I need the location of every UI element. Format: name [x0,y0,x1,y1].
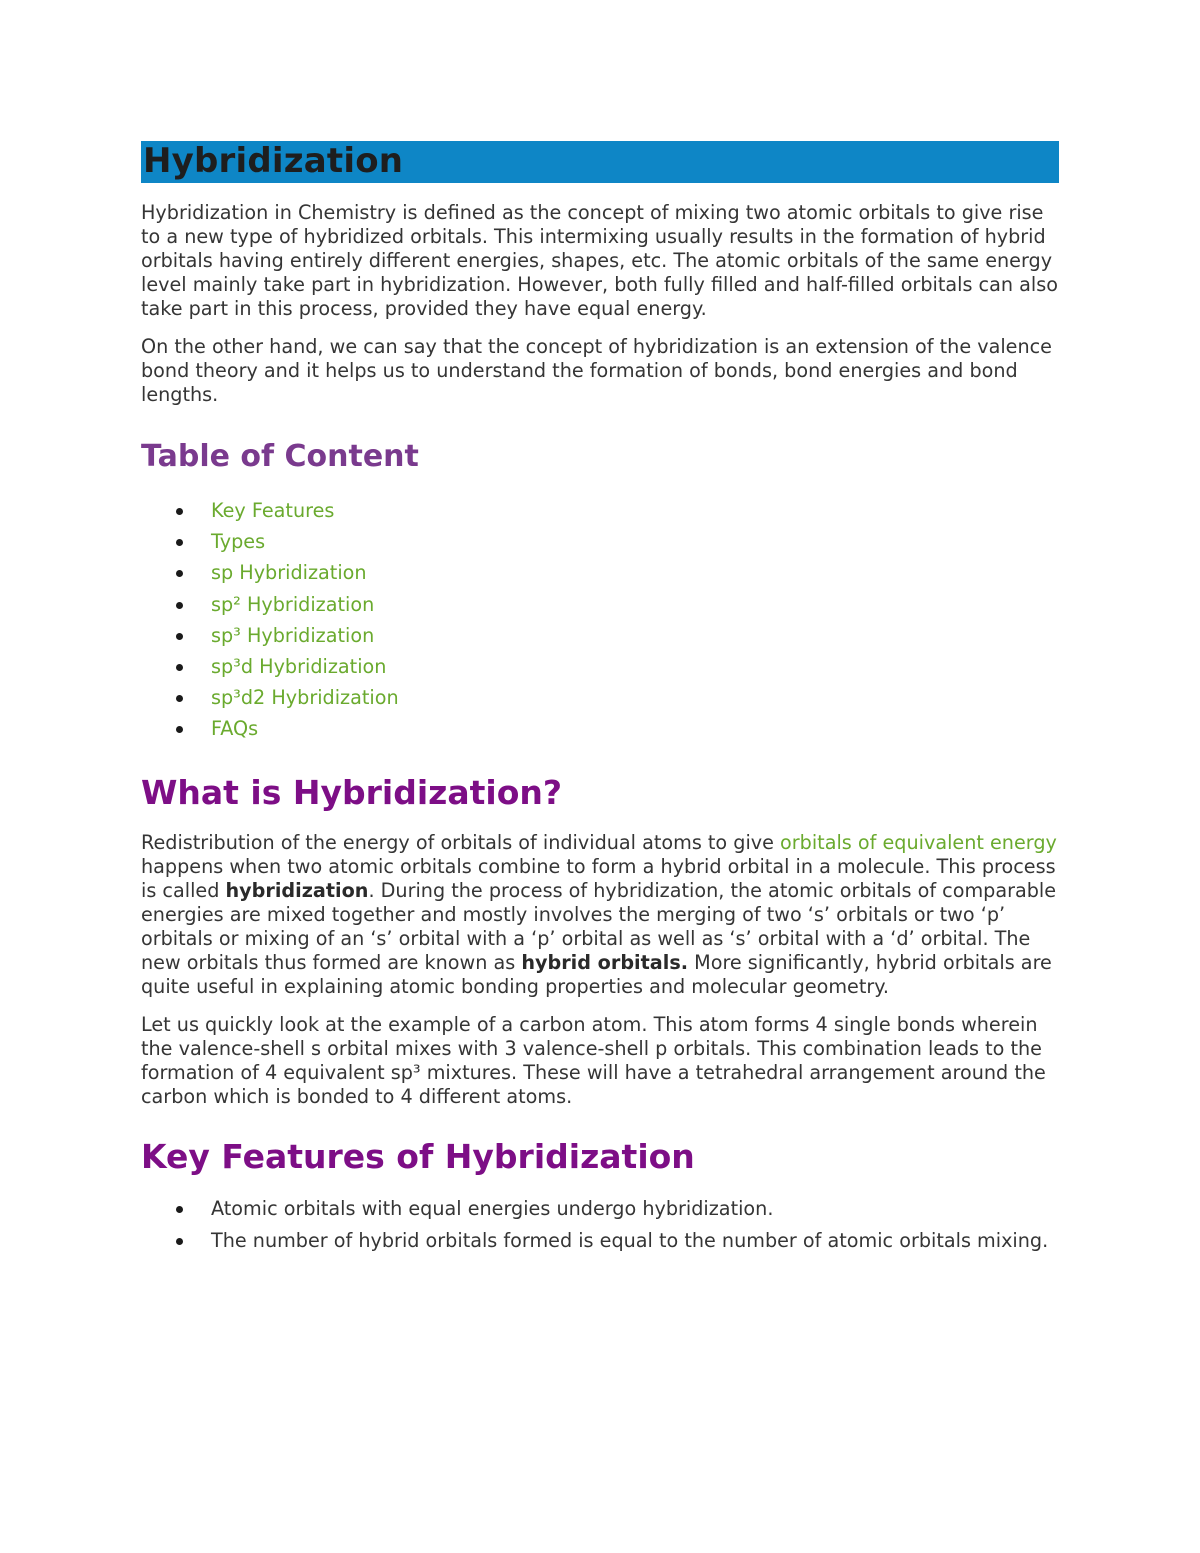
bullet-icon [176,508,183,515]
intro-paragraph-2: On the other hand, we can say that the concept of hybridization is an extension of the valence bond theory and it helps us to understand the formation of bonds, bond energies and bond lengths. [141,335,1052,406]
text-run: Redistribution of the energy of orbitals of individual atoms to give [141,830,781,854]
bullet-icon [176,570,183,577]
toc-link[interactable]: sp² Hybridization [211,592,375,616]
toc-list [141,495,1059,745]
list-item-text: Atomic orbitals with equal energies undergo hybridization. [211,1196,774,1220]
toc-heading: Table of Content [141,439,419,474]
list-item [141,1197,1059,1221]
document-content [141,141,1059,1261]
what-is-heading: What is Hybridization? [141,772,563,812]
toc-item-sp3d[interactable] [141,651,1059,682]
key-features-heading: Key Features of Hybridization [141,1136,695,1176]
list-item-text: The number of hybrid orbitals formed is equal to the number of atomic orbitals mixing. [211,1228,1049,1252]
text-run: . During the process of hybridization, the atomic orbitals of comparable energies are mixed together and mostly involves the merging of two ‘s’ orbitals or two ‘p’ orbitals or mixing of an ‘s’ orbital with a ‘p’ orbital as well as ‘s’ orbital with a ‘d’ orbital. The new orbitals thus formed are known as [141,878,1057,974]
bullet-icon [176,602,183,609]
bold-term-hybrid-orbitals: hybrid orbitals. [521,950,689,974]
toc-item-key-features[interactable] [141,495,1059,526]
toc-item-sp3d2[interactable] [141,682,1059,713]
page-title: Hybridization [143,141,404,181]
toc-link[interactable]: sp Hybridization [211,561,367,585]
equivalent-energy-link[interactable]: orbitals of equivalent energy [780,830,1057,854]
title-bar [141,141,1059,183]
bold-term-hybridization: hybridization [225,878,369,902]
toc-item-sp2[interactable] [141,589,1059,620]
bullet-icon [176,726,183,733]
bullet-icon [176,1206,183,1213]
bullet-icon [176,539,183,546]
toc-link[interactable]: Key Features [211,499,335,522]
toc-link[interactable]: sp³d2 Hybridization [211,686,399,710]
bullet-icon [176,695,183,702]
toc-item-sp[interactable] [141,557,1059,588]
key-features-list [141,1197,1059,1253]
what-is-paragraph-2: Let us quickly look at the example of a carbon atom. This atom forms 4 single bonds wherein the valence-shell s orbital mixes with 3 valence-shell p orbitals. This combination leads to the formation of 4 equivalent sp³ mixtures. These will have a tetrahedral arrangement around the carbon which is bonded to 4 different atoms. [141,1012,1046,1108]
intro-paragraph-1: Hybridization in Chemistry is defined as the concept of mixing two atomic orbitals to give rise to a new type of hybridized orbitals. This intermixing usually results in the formation of hybrid orbitals having entirely different energies, shapes, etc. The atomic orbitals of the same energy level mainly take part in hybridization. However, both fully filled and half-filled orbitals can also take part in this process, provided they have equal energy. [141,201,1058,320]
what-is-paragraph-1 [141,831,1059,999]
bullet-icon [176,633,183,640]
list-item [141,1229,1059,1253]
toc-link[interactable]: FAQs [211,717,259,741]
toc-link[interactable]: sp³ Hybridization [211,623,375,647]
toc-item-sp3[interactable] [141,620,1059,651]
bullet-icon [176,664,183,671]
toc-link[interactable]: sp³d Hybridization [211,654,387,678]
text-run: happens when two atomic orbitals combine to form a hybrid orbital in a molecule. This process is called [141,854,1056,902]
text-run: More significantly, hybrid orbitals are quite useful in explaining atomic bonding properties and molecular geometry. [141,950,1052,998]
toc-item-faqs[interactable] [141,713,1059,744]
toc-item-types[interactable] [141,526,1059,557]
bullet-icon [176,1238,183,1245]
toc-link[interactable]: Types [211,530,266,554]
